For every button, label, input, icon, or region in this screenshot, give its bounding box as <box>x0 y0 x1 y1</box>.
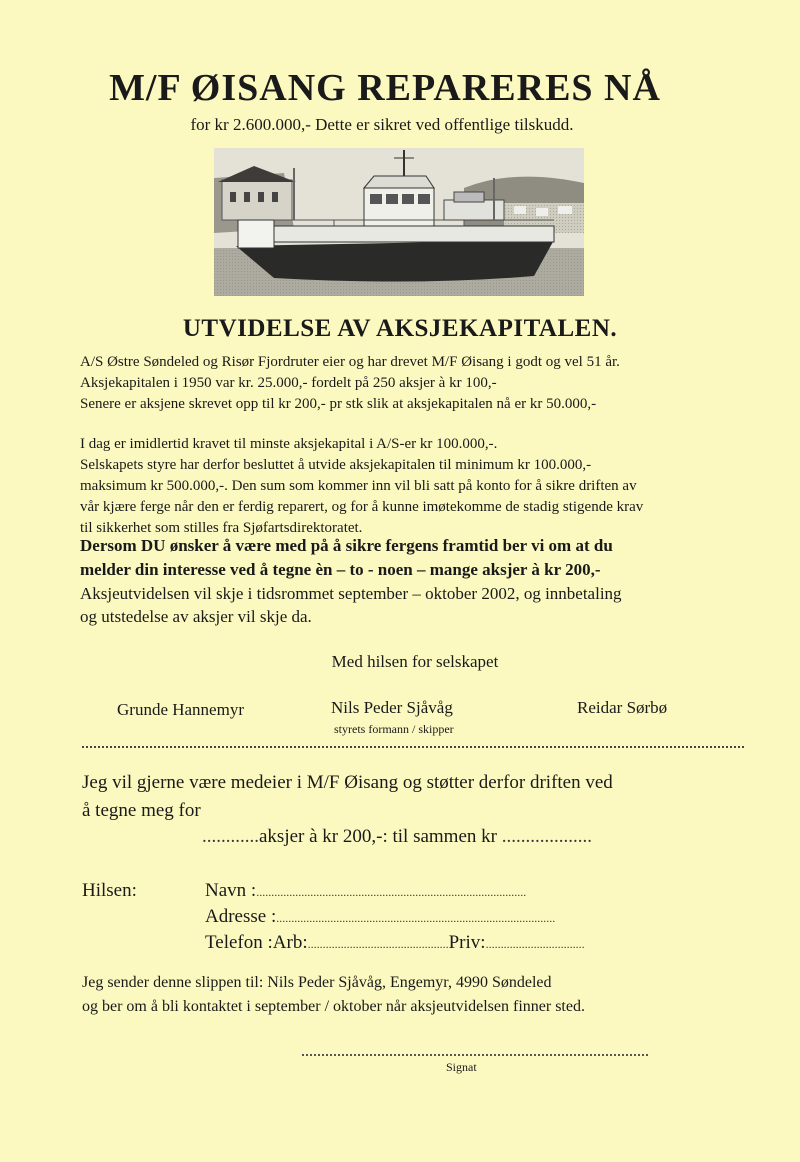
signer-1: Grunde Hannemyr <box>117 700 244 719</box>
signer-2: Nils Peder Sjåvåg <box>331 698 453 717</box>
send-to-line-1: Jeg sender denne slippen til: Nils Peder Sjåvåg, Engemyr, 4990 Søndeled <box>82 974 552 991</box>
timeline-line: Aksjeutvidelsen vil skje i tidsrommet september – oktober 2002, og innbetaling <box>80 584 622 603</box>
call-to-action <box>80 534 613 582</box>
timeline-line: og utstedelse av aksjer vil skje da. <box>80 607 312 626</box>
signature-field[interactable] <box>302 1054 648 1056</box>
intro-paragraph <box>80 352 620 415</box>
requirement-line: til sikkerhet som stilles fra Sjøfartsdirektoratet. <box>80 520 363 536</box>
address-field[interactable]: ............................................................................................. <box>276 911 556 925</box>
signer-3: Reidar Sørbø <box>577 698 668 717</box>
name-field[interactable]: .......................................................................................... <box>256 885 527 899</box>
signature-label: Signat <box>446 1060 477 1074</box>
phone-work-label: Telefon :Arb: <box>205 932 308 953</box>
shares-count-field[interactable]: ............ <box>202 826 259 847</box>
signer-2-role: styrets formann / skipper <box>334 722 454 736</box>
requirement-line: maksimum kr 500.000,-. Den sum som kommer inn vil bli satt på konto for å sikre driften av <box>80 478 637 494</box>
ferry-photo-drawing <box>214 148 584 296</box>
page-subtitle: for kr 2.600.000,- Dette er sikret ved offentlige tilskudd. <box>190 115 574 134</box>
intro-line: Aksjekapitalen i 1950 var kr. 25.000,- fordelt på 250 aksjer à kr 100,- <box>80 375 497 391</box>
requirement-line: I dag er imidlertid kravet til minste aksjekapital i A/S-er kr 100.000,-. <box>80 436 498 452</box>
intro-line: Senere er aksjene skrevet opp til kr 200,- pr stk slik at aksjekapitalen nå er kr 50.000,- <box>80 396 597 412</box>
call-to-action-line: Dersom DU ønsker å være med på å sikre fergens framtid ber vi om at du <box>80 536 613 555</box>
name-row <box>205 880 526 902</box>
cut-line <box>82 746 744 748</box>
name-label: Navn : <box>205 880 257 901</box>
page-title: M/F ØISANG REPARERES NÅ <box>109 67 661 109</box>
shares-label: aksjer à kr 200,-: til sammen kr <box>259 826 497 847</box>
slip-text-line-2: å tegne meg for <box>82 800 201 821</box>
phone-private-field[interactable]: ................................. <box>485 937 585 951</box>
shares-total-field[interactable]: ................... <box>501 826 592 847</box>
call-to-action-line: melder din interesse ved å tegne èn – to - noen – mange aksjer à kr 200,- <box>80 560 601 579</box>
hilsen-label: Hilsen: <box>82 880 137 901</box>
address-row <box>205 906 555 928</box>
intro-line: A/S Østre Søndeled og Risør Fjordruter eier og har drevet M/F Øisang i godt og vel 51 år. <box>80 354 620 370</box>
requirement-paragraph <box>80 434 643 539</box>
phone-row <box>205 932 585 954</box>
requirement-line: Selskapets styre har derfor besluttet å utvide aksjekapitalen til minimum kr 100.000,- <box>80 457 592 473</box>
requirement-line: vår kjære ferge når den er ferdig reparert, og for å kunne imøtekomme de stadig stigende krav <box>80 499 644 515</box>
send-to-line-2: og ber om å bli kontaktet i september / oktober når aksjeutvidelsen finner sted. <box>82 998 585 1015</box>
phone-private-label: Priv: <box>448 932 486 953</box>
shares-row <box>202 826 592 848</box>
greeting: Med hilsen for selskapet <box>331 652 499 671</box>
slip-text-line-1: Jeg vil gjerne være medeier i M/F Øisang og støtter derfor driften ved <box>82 772 613 793</box>
address-label: Adresse : <box>205 906 277 927</box>
section-heading: UTVIDELSE AV AKSJEKAPITALEN. <box>182 315 618 342</box>
ferry-photo-icon <box>214 148 584 296</box>
timeline-paragraph <box>80 582 622 628</box>
phone-work-field[interactable]: ............................................... <box>307 937 449 951</box>
